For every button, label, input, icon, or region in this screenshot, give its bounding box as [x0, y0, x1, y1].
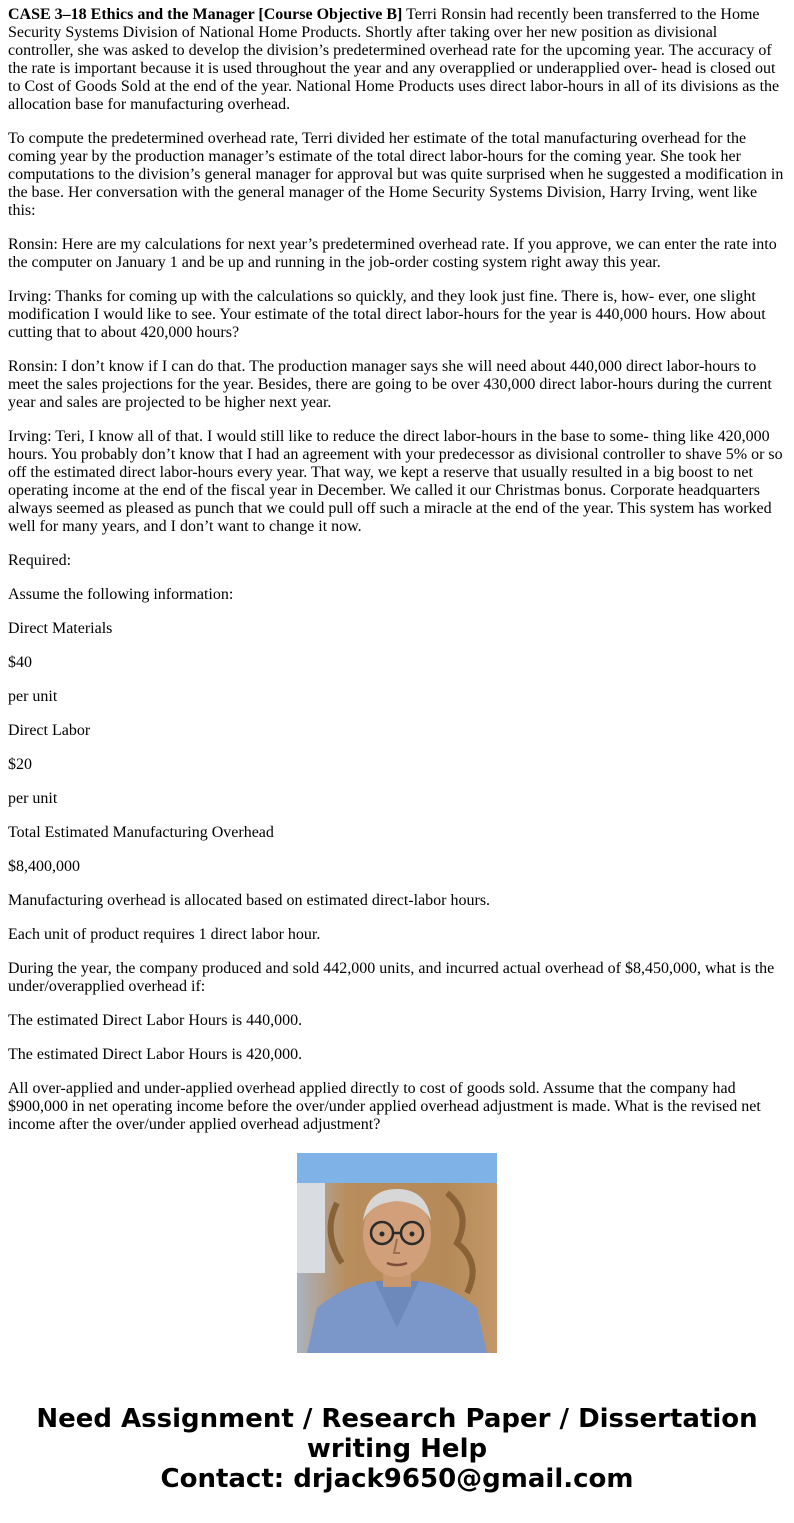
direct-materials-value: $40 [8, 654, 32, 671]
overhead-label: Total Estimated Manufacturing Overhead [8, 824, 274, 841]
direct-labor-value: $20 [8, 756, 32, 773]
direct-materials-unit: per unit [8, 688, 58, 705]
promo-line-2: writing Help [306, 1434, 488, 1464]
direct-labor-unit: per unit [8, 790, 58, 807]
dialogue-ronsin-1: Ronsin: Here are my calculations for next year’s predetermined overhead rate. If you approve, we can enter the rate into the computer on January 1 and be up and running in the job-order costing system right away this year. [8, 236, 777, 271]
overhead-value: $8,400,000 [8, 858, 80, 875]
promo-line-1: Need Assignment / Research Paper / Dissertation [36, 1404, 758, 1434]
case-intro-paragraph [8, 6, 786, 114]
promo-banner [0, 1404, 794, 1494]
dialogue-irving-1: Irving: Thanks for coming up with the calculations so quickly, and they look just fine. There is, how- ever, one slight modification I would like to see. Your estimate of the total direct labor-hours for the year is 440,000 hours. How about cutting that to about 420,000 hours? [8, 288, 766, 341]
case-heading: CASE 3–18 Ethics and the Manager [Course Objective B] [8, 6, 403, 23]
scenario-440000: The estimated Direct Labor Hours is 440,000. [8, 1012, 303, 1029]
tutor-photo-image [297, 1153, 497, 1353]
promo-contact-line: Contact: drjack9650@gmail.com [160, 1464, 634, 1494]
intro-text: Terri Ronsin had recently been transferred to the Home Security Systems Division of National Home Products. Shortly after taking over her new position as divisional controller, she was asked to develop the division’s predetermined overhead rate for the upcoming year. The accuracy of the rate is important because it is used throughout the year and any overapplied or underapplied over- head is closed out to Cost of Goods Sold at the end of the year. National Home Products uses direct labor-hours in all of its divisions as the allocation base for manufacturing overhead. [8, 6, 780, 113]
dialogue-irving-2: Irving: Teri, I know all of that. I would still like to reduce the direct labor-hours in the base to some- thing like 420,000 hours. You probably don’t know that I had an agreement with your predecessor as divisional controller to shave 5% or so off the estimated direct labor-hours every year. That way, we kept a reserve that usually resulted in a big boost to net operating income at the end of the fiscal year in December. We called it our Christmas bonus. Corporate headquarters always seemed as pleased as punch that we could pull off such a miracle at the end of the year. This system has worked well for many years, and I don’t want to change it now. [8, 428, 783, 535]
avatar [297, 1153, 497, 1353]
assume-info-text: Assume the following information: [8, 586, 234, 603]
scenario-420000: The estimated Direct Labor Hours is 420,000. [8, 1046, 303, 1063]
direct-labor-label: Direct Labor [8, 722, 91, 739]
net-income-question: All over-applied and under-applied overhead applied directly to cost of goods sold. Assume that the company had $900,000 in net operating income before the over/under applied overhead adjustment is made. What is the revised net income after the over/under applied overhead adjustment? [8, 1080, 761, 1133]
production-question: During the year, the company produced and sold 442,000 units, and incurred actual overhead of $8,450,000, what is the under/overapplied overhead if: [8, 960, 775, 995]
allocation-note: Manufacturing overhead is allocated based on estimated direct-labor hours. [8, 892, 491, 909]
computation-paragraph: To compute the predetermined overhead rate, Terri divided her estimate of the total manufacturing overhead for the coming year by the production manager’s estimate of the total direct labor-hours for the coming year. She took her computations to the division’s general manager for approval but was quite surprised when he suggested a modification in the base. Her conversation with the general manager of the Home Security Systems Division, Harry Irving, went like this: [8, 130, 784, 219]
dialogue-ronsin-2: Ronsin: I don’t know if I can do that. The production manager says she will need about 440,000 direct labor-hours to meet the sales projections for the year. Besides, there are going to be over 430,000 direct labor-hours during the current year and sales are projected to be higher next year. [8, 358, 772, 411]
labor-hour-note: Each unit of product requires 1 direct labor hour. [8, 926, 321, 943]
required-label: Required: [8, 552, 72, 569]
case-document [8, 6, 786, 1133]
direct-materials-label: Direct Materials [8, 620, 113, 637]
